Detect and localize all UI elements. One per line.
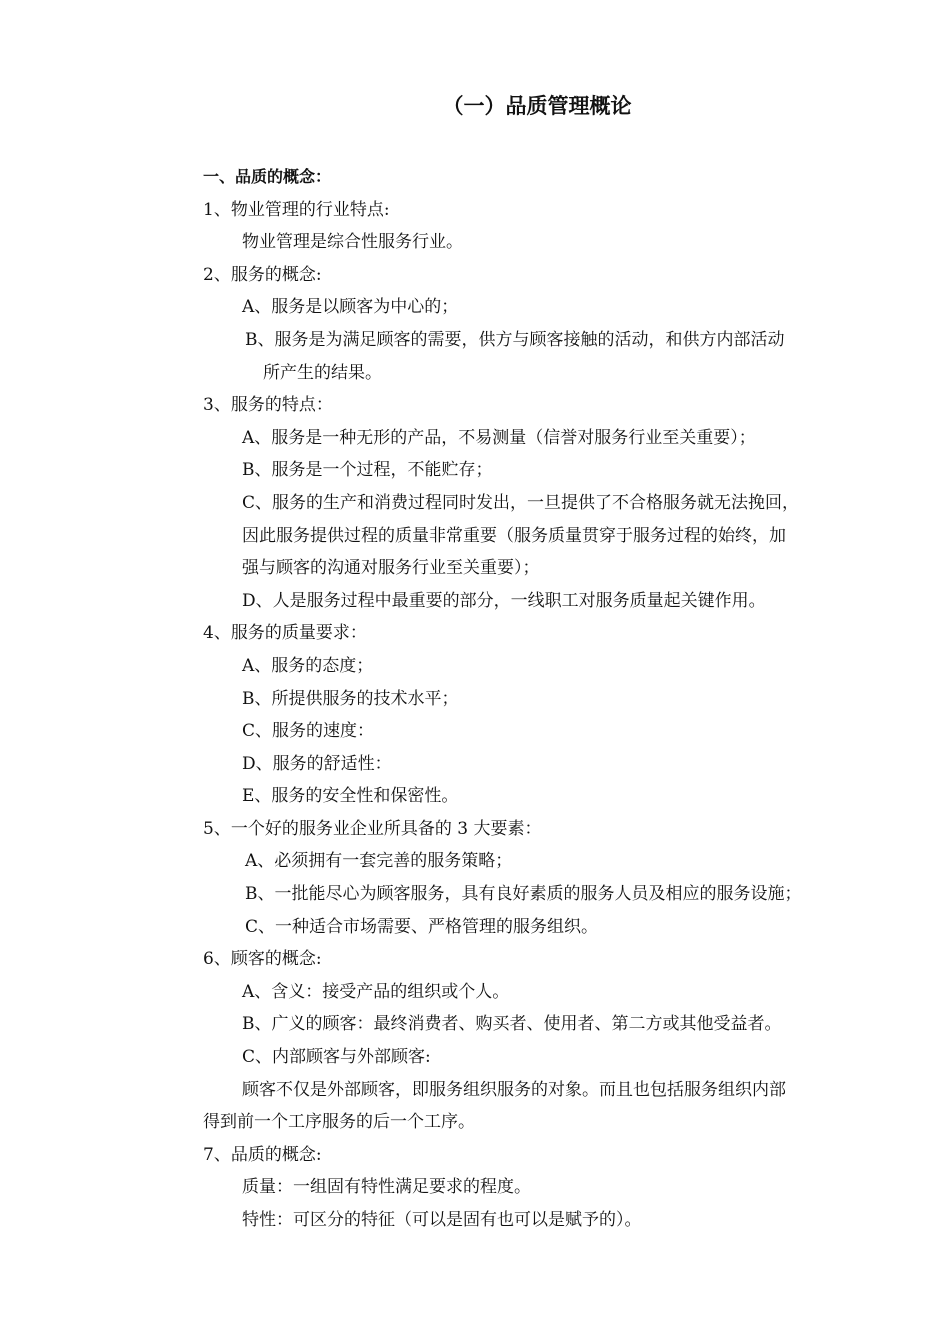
item-4-b: B、所提供服务的技术水平； — [242, 688, 459, 709]
item-4-d: D、服务的舒适性： — [242, 753, 392, 774]
item-7-property: 特性：可区分的特征（可以是固有也可以是赋予的）。 — [242, 1210, 642, 1230]
item-5-heading: 5、一个好的服务业企业所具备的 3 大要素： — [203, 818, 542, 839]
item-2-a: A、服务是以顾客为中心的； — [242, 297, 459, 318]
item-6-heading: 6、顾客的概念: — [203, 949, 322, 970]
item-7-quality: 质量：一组固有特性满足要求的程度。 — [242, 1177, 531, 1198]
item-7-heading: 7、品质的概念: — [203, 1144, 322, 1165]
item-3-heading: 3、服务的特点： — [203, 395, 333, 416]
item-2-b-line2: 所产生的结果。 — [263, 362, 382, 383]
item-1-text: 物业管理是综合性服务行业。 — [242, 232, 463, 253]
item-4-heading: 4、服务的质量要求： — [203, 623, 367, 644]
item-3-c-line2: 因此服务提供过程的质量非常重要（服务质量贯穿于服务过程的始终，加 — [242, 525, 786, 546]
item-4-c: C、服务的速度： — [242, 721, 375, 742]
document-title: （一）品质管理概论 — [442, 94, 632, 118]
item-6-a: A、含义：接受产品的组织或个人。 — [242, 981, 510, 1002]
section-heading: 一、品质的概念： — [203, 167, 332, 186]
item-5-c: C、一种适合市场需要、严格管理的服务组织。 — [245, 916, 599, 937]
item-6-c-text-line2: 得到前一个工序服务的后一个工序。 — [203, 1112, 475, 1133]
item-3-a: A、服务是一种无形的产品，不易测量（信誉对服务行业至关重要）； — [242, 427, 756, 448]
item-2-b-line1: B、服务是为满足顾客的需要，供方与顾客接触的活动，和供方内部活动 — [245, 329, 785, 350]
item-3-b: B、服务是一个过程，不能贮存； — [242, 460, 493, 481]
item-6-b: B、广义的顾客：最终消费者、购买者、使用者、第二方或其他受益者。 — [242, 1014, 782, 1035]
item-3-c-line1: C、服务的生产和消费过程同时发出，一旦提供了不合格服务就无法挽回， — [242, 492, 800, 513]
item-2-heading: 2、服务的概念: — [203, 264, 322, 285]
item-6-c-text-line1: 顾客不仅是外部顾客，即服务组织服务的对象。而且也包括服务组织内部 — [242, 1079, 786, 1100]
item-5-b: B、一批能尽心为顾客服务，具有良好素质的服务人员及相应的服务设施； — [245, 884, 802, 905]
item-3-c-line3: 强与顾客的沟通对服务行业至关重要）； — [242, 558, 540, 579]
item-3-d: D、人是服务过程中最重要的部分，一线职工对服务质量起关键作用。 — [242, 590, 766, 611]
item-5-a: A、必须拥有一套完善的服务策略； — [245, 851, 513, 872]
document-body — [203, 161, 883, 1237]
item-1-heading: 1、物业管理的行业特点: — [203, 199, 390, 220]
item-4-a: A、服务的态度； — [242, 655, 374, 676]
item-4-e: E、服务的安全性和保密性。 — [242, 786, 459, 807]
item-6-c: C、内部顾客与外部顾客: — [242, 1047, 431, 1068]
